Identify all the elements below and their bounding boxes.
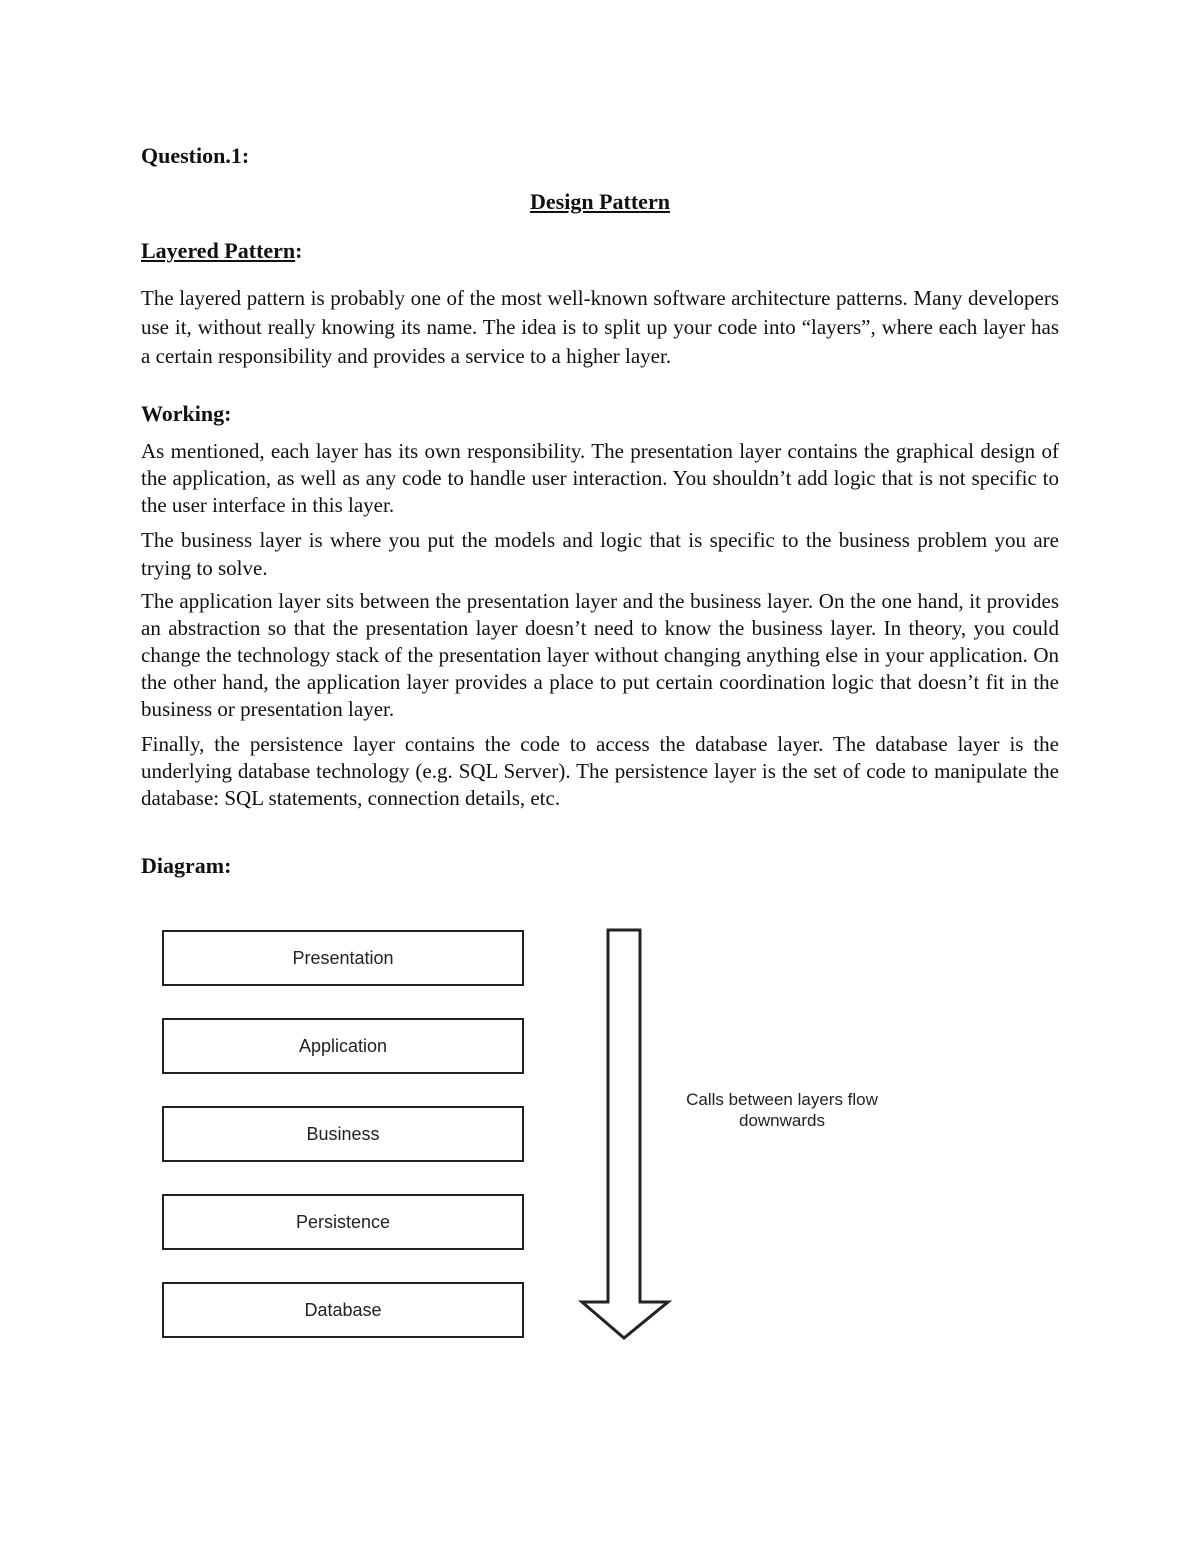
working-paragraph-business: The business layer is where you put the models and logic that is specific to the business problem you are trying to solve. [141, 528, 1059, 580]
layer-box-presentation: Presentation [162, 930, 524, 986]
working-paragraph-persistence: Finally, the persistence layer contains the code to access the database layer. The database layer is the underlying database technology (e.g. SQL Server). The persistence layer is the set of code to manipulate the database: SQL statements, connection details, etc. [141, 732, 1059, 810]
section-heading [141, 238, 303, 264]
section-heading-text: Layered Pattern [141, 238, 296, 263]
working-heading: Working: [141, 401, 232, 426]
down-arrow-shape [582, 930, 668, 1338]
down-arrow-icon [578, 928, 674, 1344]
layer-box-business: Business [162, 1106, 524, 1162]
document-title: Design Pattern [530, 189, 670, 214]
layer-box-database: Database [162, 1282, 524, 1338]
layer-box-application: Application [162, 1018, 524, 1074]
question-label: Question.1: [141, 143, 250, 168]
intro-paragraph: The layered pattern is probably one of the most well-known software architecture patterns. Many developers use it, without really knowing its name. The idea is to split up your code into “layers”, where each layer has a certain responsibility and provides a service to a higher layer. [141, 286, 1059, 368]
section-heading-colon: : [295, 238, 303, 263]
working-paragraph-application: The application layer sits between the presentation layer and the business layer. On the one hand, it provides an abstraction so that the presentation layer doesn’t need to know the business layer. In theory, you could change the technology stack of the presentation layer without changing anything else in your application. On the other hand, the application layer provides a place to put certain coordination logic that doesn’t fit in the business or presentation layer. [141, 589, 1059, 721]
working-paragraph-presentation: As mentioned, each layer has its own responsibility. The presentation layer contains the graphical design of the application, as well as any code to handle user interaction. You shouldn’t add logic that is not specific to the user interface in this layer. [141, 439, 1059, 517]
flow-direction-label: Calls between layers flow downwards [686, 1090, 878, 1130]
layer-box-persistence: Persistence [162, 1194, 524, 1250]
diagram-heading: Diagram: [141, 853, 232, 878]
